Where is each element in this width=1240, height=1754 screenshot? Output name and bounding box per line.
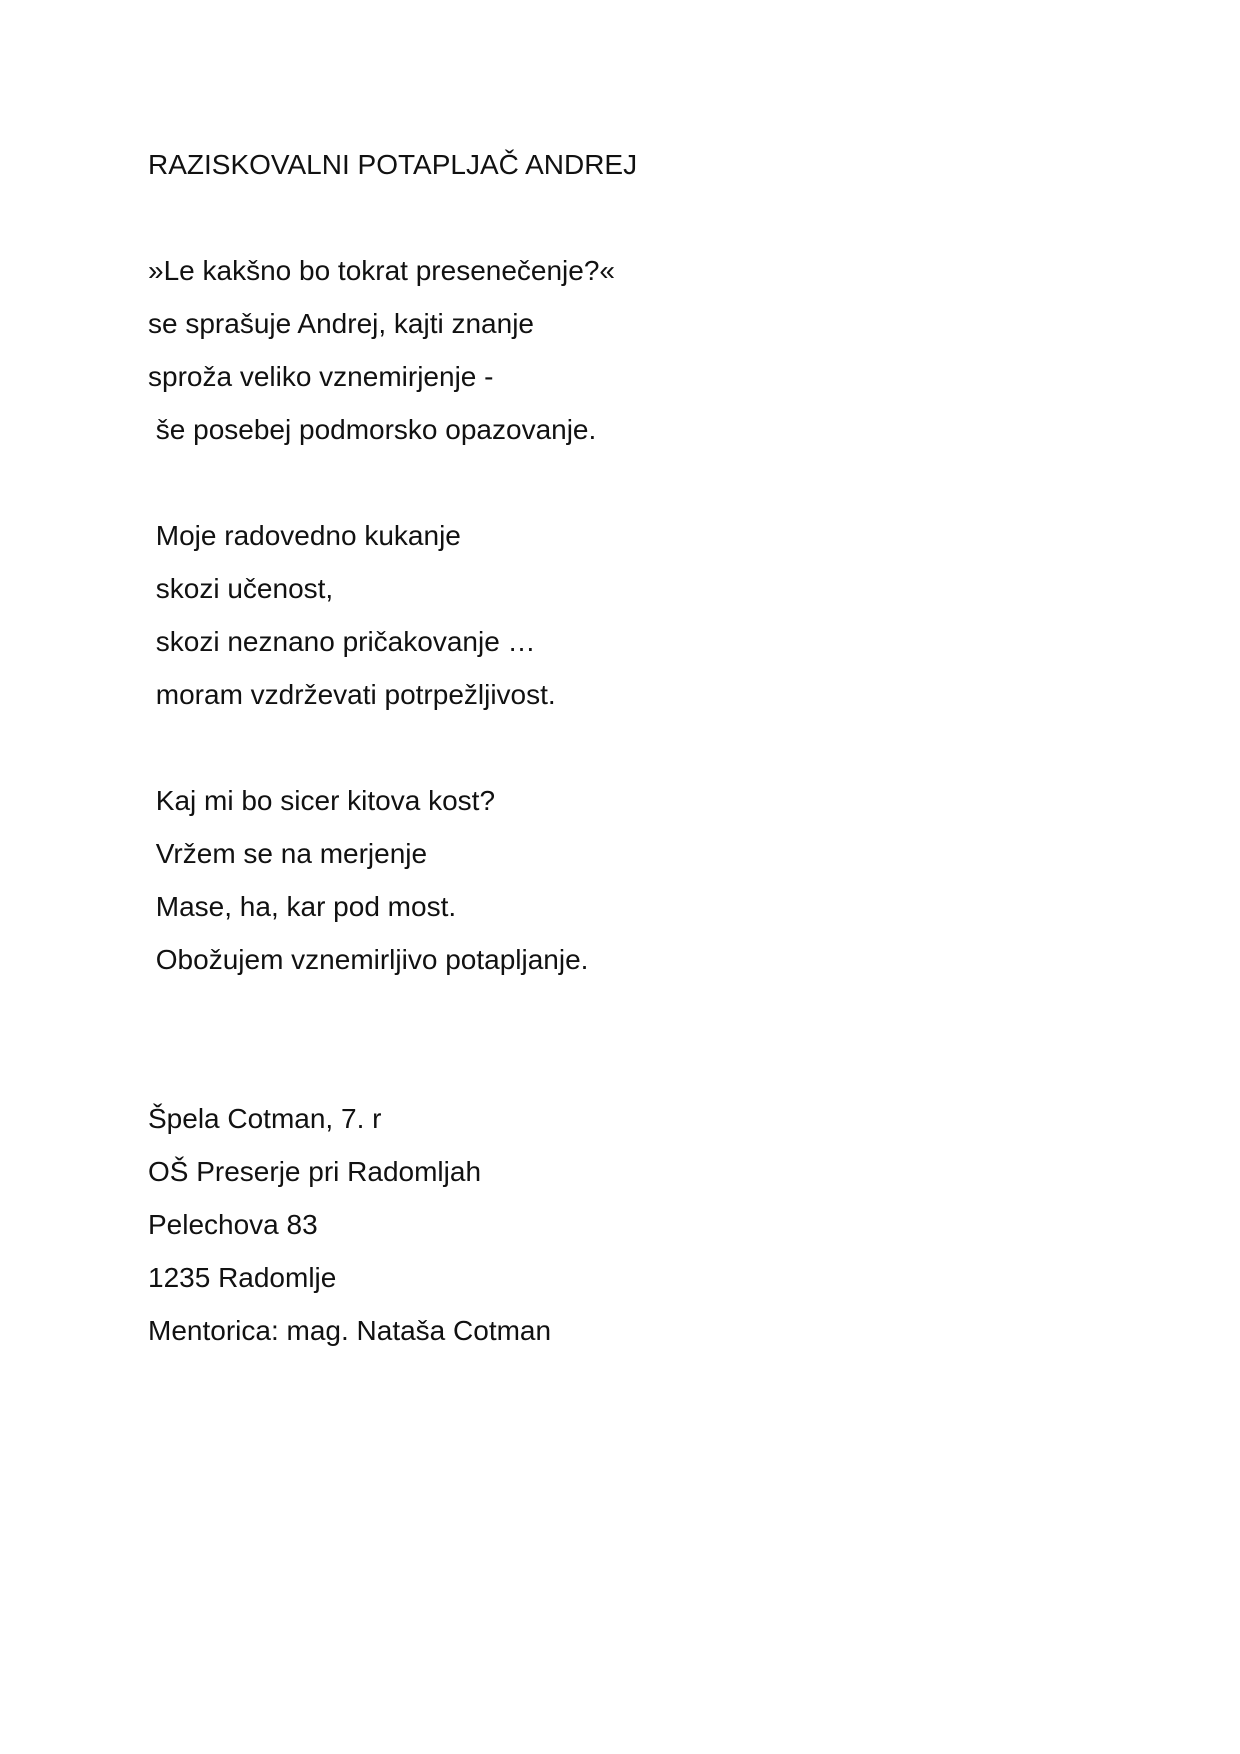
poem-line: Vržem se na merjenje <box>148 838 428 869</box>
author-street: Pelechova 83 <box>148 1209 318 1240</box>
poem-line: skozi neznano pričakovanje … <box>148 626 536 657</box>
poem-line: Mase, ha, kar pod most. <box>148 891 457 922</box>
poem-line: Obožujem vznemirljivo potapljanje. <box>148 944 589 975</box>
author-school: OŠ Preserje pri Radomljah <box>148 1156 482 1187</box>
poem-line: se sprašuje Andrej, kajti znanje <box>148 308 534 339</box>
author-city: 1235 Radomlje <box>148 1262 337 1293</box>
poem-line: »Le kakšno bo tokrat presenečenje?« <box>148 255 615 286</box>
author-name-class: Špela Cotman, 7. r <box>148 1103 382 1134</box>
poem-line: Kaj mi bo sicer kitova kost? <box>148 785 496 816</box>
poem-line: skozi učenost, <box>148 573 334 604</box>
poem-title: RAZISKOVALNI POTAPLJAČ ANDREJ <box>148 149 638 180</box>
poem-line: sproža veliko vznemirjenje - <box>148 361 494 392</box>
author-mentor: Mentorica: mag. Nataša Cotman <box>148 1315 552 1346</box>
poem-line: Moje radovedno kukanje <box>148 520 461 551</box>
poem-line: moram vzdrževati potrpežljivost. <box>148 679 556 710</box>
poem-line: še posebej podmorsko opazovanje. <box>148 414 597 445</box>
